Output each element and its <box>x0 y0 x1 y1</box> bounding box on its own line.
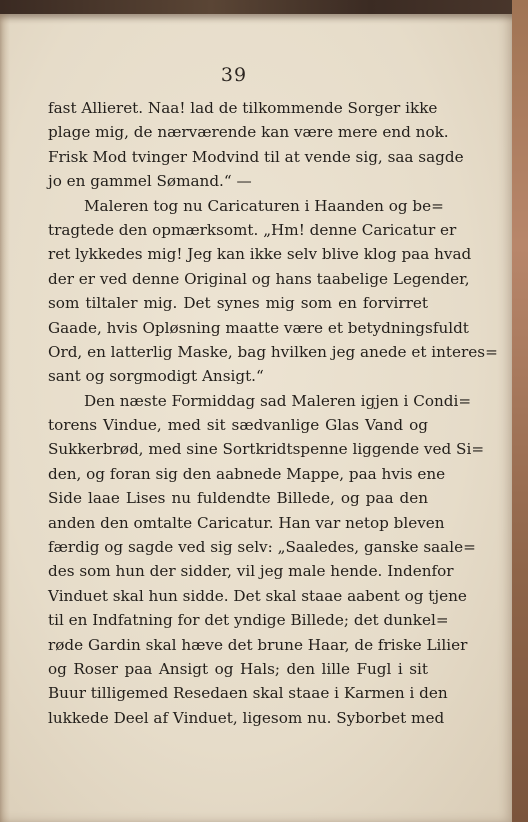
text-line: des som hun der sidder, vil jeg male hende. Indenfor <box>48 562 454 581</box>
text-line: Buur tilligemed Resedaen skal staae i Karmen i den <box>48 684 448 703</box>
text-line: tragtede den opmærksomt. „Hm! denne Caricatur er <box>48 220 457 239</box>
text-line: røde Gardin skal hæve det brune Haar, de friske Lilier <box>48 635 468 654</box>
text-line: Maleren tog nu Caricaturen i Haanden og be= <box>84 196 444 215</box>
text-line: jo en gammel Sømand.“ — <box>48 172 252 191</box>
text-line: der er ved denne Original og hans taabelige Legender, <box>48 269 470 288</box>
text-line: Den næste Formiddag sad Maleren igjen i Condi= <box>84 391 472 410</box>
text-line: fast Allieret. Naa! lad de tilkommende Sorger ikke <box>48 99 438 117</box>
text-line: Gaade, hvis Opløsning maatte være et betydningsfuldt <box>48 318 469 337</box>
body-text <box>48 96 498 730</box>
text-line: og Roser paa Ansigt og Hals; den lille Fugl i sit <box>48 659 428 678</box>
text-line: plage mig, de nærværende kan være mere end nok. <box>48 123 449 142</box>
text-line: torens Vindue, med sit sædvanlige Glas Vand og <box>48 416 428 435</box>
text-line: ret lykkedes mig! Jeg kan ikke selv blive klog paa hvad <box>48 245 472 264</box>
text-line: Sukkerbrød, med sine Sortkridtspenne liggende ved Si= <box>48 440 485 459</box>
text-line: den, og foran sig den aabnede Mappe, paa hvis ene <box>48 464 446 483</box>
text-line: sant og sorgmodigt Ansigt.“ <box>48 367 264 386</box>
text-line: Vinduet skal hun sidde. Det skal staae aabent og tjene <box>48 586 467 605</box>
text-line: Frisk Mod tvinger Modvind til at vende sig, saa sagde <box>48 147 464 166</box>
text-line: som tiltaler mig. Det synes mig som en forvirret <box>48 294 428 313</box>
page-number: 39 <box>220 64 248 86</box>
text-line: Side laae Lises nu fuldendte Billede, og paa den <box>48 489 428 508</box>
text-line: færdig og sagde ved sig selv: „Saaledes, ganske saale= <box>48 538 476 557</box>
text-line: anden den omtalte Caricatur. Han var netop bleven <box>48 513 445 532</box>
text-line: lukkede Deel af Vinduet, ligesom nu. Syborbet med <box>48 708 445 727</box>
text-line: til en Indfatning for det yndige Billede; det dunkel= <box>48 611 449 630</box>
page-gutter-shadow <box>0 14 10 822</box>
book-cover-edge <box>512 0 528 822</box>
text-line: Ord, en latterlig Maske, bag hvilken jeg anede et interes= <box>48 342 498 361</box>
